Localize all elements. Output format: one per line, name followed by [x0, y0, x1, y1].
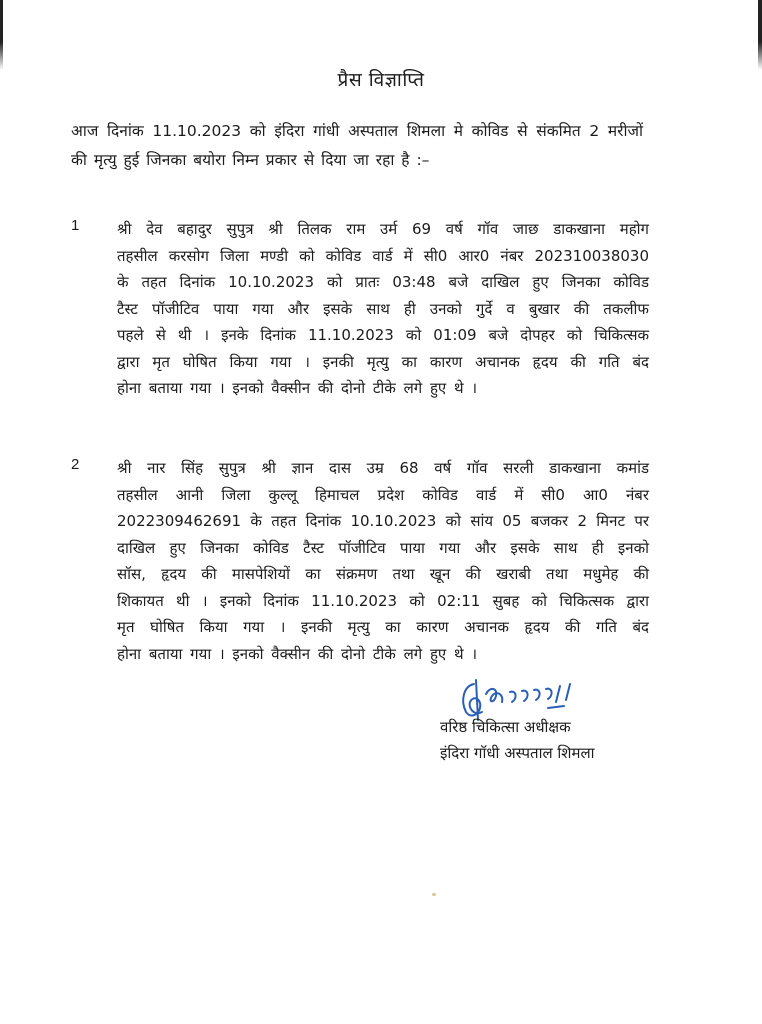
item-line: शिकायत थी । इनको दिनांक 11.10.2023 को 02:11 सुबह को चिकित्सक द्वारा	[117, 591, 649, 610]
item-line: तहसील करसोग जिला मण्डी को कोविड वार्ड में सी0 आर0 नंबर 202310038030	[117, 246, 649, 265]
intro-paragraph: आज दिनांक 11.10.2023 को इंदिरा गांधी अस्पताल शिमला मे कोविड से संकमित 2 मरीजों की मृत्यु हुई जिनका बयोरा निम्न प्रकार से दिया जा रहा है :–	[71, 122, 643, 169]
item-line: द्वारा मृत घोषित किया गया । इनकी मृत्यु का कारण अचानक हृदय की गति बंद	[117, 352, 649, 371]
signatory-designation: वरिष्ठ चिकित्सा अधीक्षक	[440, 718, 571, 736]
signatory-organization: इंदिरा गॉधी अस्पताल शिमला	[440, 744, 595, 762]
item-line: 2022309462691 के तहत दिनांक 10.10.2023 को सांय 05 बजकर 2 मिनट पर	[117, 512, 649, 530]
item-line: श्री नार सिंह सुपुत्र श्री ज्ञान दास उम्र 68 वर्ष गॉव सरली डाकखाना कमांड	[117, 459, 649, 477]
handwritten-signature	[452, 676, 592, 722]
item-number: 2	[71, 456, 80, 473]
item-number: 1	[71, 217, 80, 234]
scan-edge-right	[758, 0, 762, 70]
item-line: तहसील आनी जिला कुल्लू हिमाचल प्रदेश कोविड वार्ड में सी0 आ0 नंबर	[117, 485, 649, 504]
item-text	[117, 455, 649, 667]
scan-speck	[432, 893, 436, 896]
item-line: टैस्ट पॉजीटिव पाया गया और इसके साथ ही उनको गुर्दे व बुखार की तकलीफ	[117, 299, 649, 318]
item-line: श्री देव बहादुर सुपुत्र श्री तिलक राम उर्म 69 वर्ष गॉव जाछ डाकखाना महोग	[117, 220, 649, 238]
item-line: होना बताया गया । इनको वैक्सीन की दोनो टीके लगे हुए थे ।	[117, 379, 478, 397]
item-line: होना बताया गया । इनको वैक्सीन की दोनो टीके लगे हुए थे ।	[117, 644, 478, 663]
item-line: दाखिल हुए जिनका कोविड टैस्ट पॉजीटिव पाया गया और इसके साथ ही इनको	[117, 538, 649, 557]
item-text	[117, 216, 649, 402]
item-line: सॉस, हृदय की मासपेशियों का संक्रमण तथा खून की खराबी तथा मधुमेह की	[117, 565, 649, 583]
item-line: के तहत दिनांक 10.10.2023 को प्रातः 03:48 बजे दाखिल हुए जिनका कोविड	[117, 273, 649, 291]
document-title: प्रैस विज्ञाप्ति	[337, 69, 425, 91]
item-line: पहले से थी । इनके दिनांक 11.10.2023 को 01:09 बजे दोपहर को चिकित्सक	[117, 326, 649, 344]
item-line: मृत घोषित किया गया । इनकी मृत्यु का कारण अचानक हृदय की गति बंद	[117, 618, 649, 636]
scan-edge-left	[0, 0, 3, 70]
